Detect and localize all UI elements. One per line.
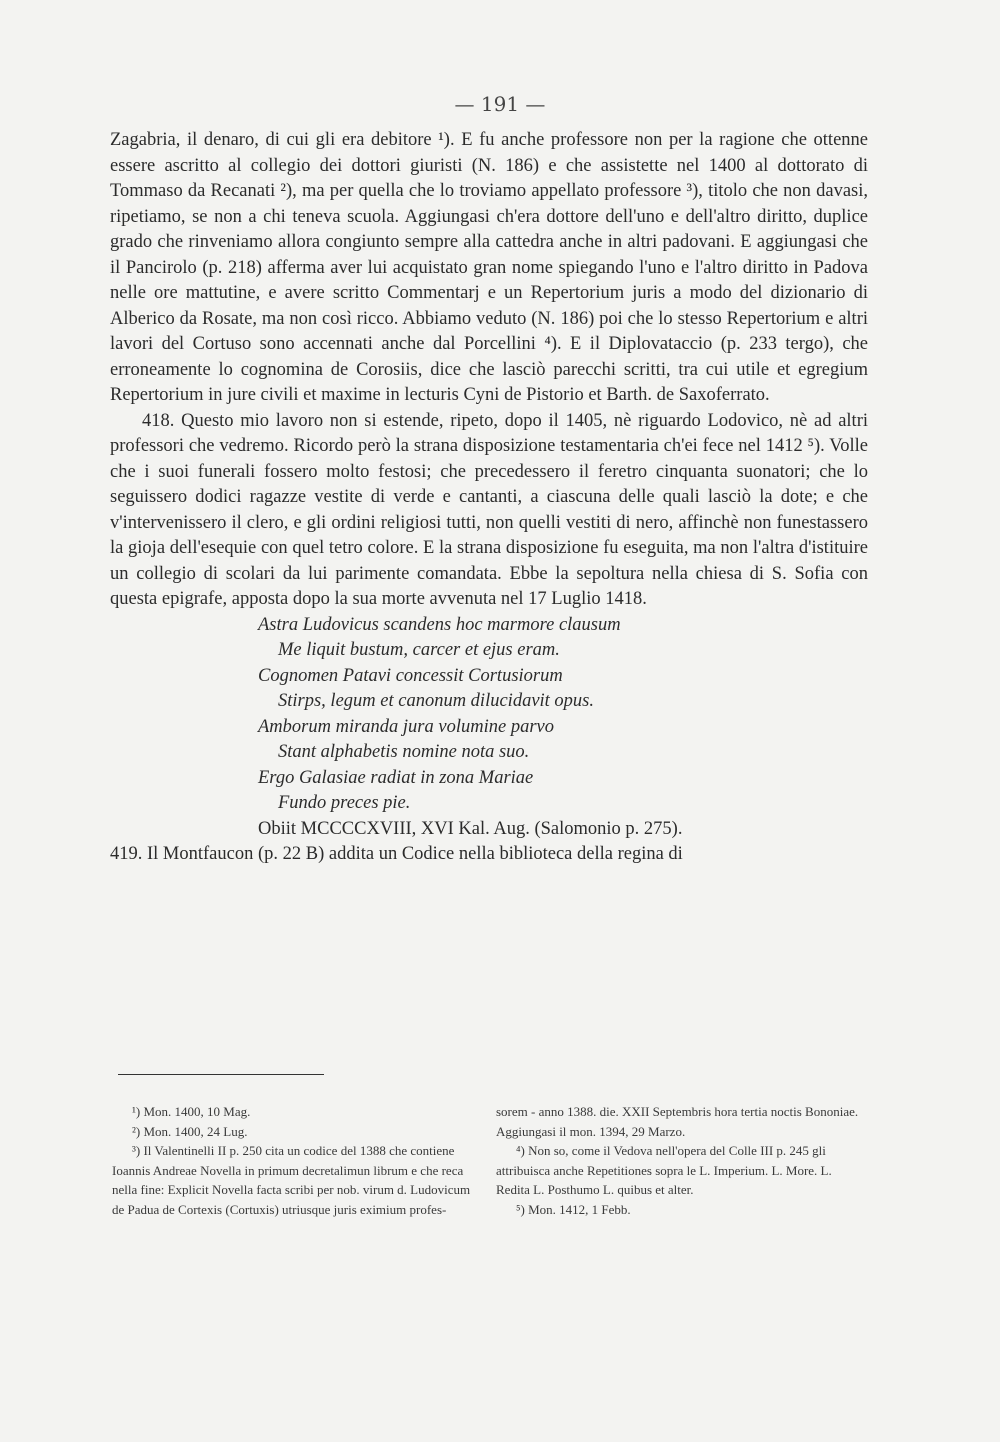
footnotes-left-column [112,1102,484,1219]
footnote-5: ⁵) Mon. 1412, 1 Febb. [516,1201,631,1217]
epitaph [110,613,868,843]
epitaph-line: Ergo Galasiae radiat in zona Mariae [258,767,534,788]
footnotes-right-column [496,1102,868,1219]
paragraph-419: 419. Il Montfaucon (p. 22 B) addita un Codice nella biblioteca della regina di [110,844,683,864]
epitaph-line: Stant alphabetis nomine nota suo. [278,742,530,762]
page-number: — 191 — [454,92,546,116]
epitaph-line: Cognomen Patavi concessit Cortusiorum [258,665,563,686]
footnote-divider [118,1074,324,1075]
footnote-4: ⁴) Non so, come il Vedova nell'opera del Colle III p. 245 gli attribuisca anche Repetitiones sopra le L. Imperium. L. More. L. Redita L. Posthumo L. quibus et alter. [496,1143,832,1197]
epitaph-line: Fundo preces pie. [278,793,411,813]
epitaph-line: Stirps, legum et canonum dilucidavit opus. [278,691,595,711]
paragraph-1: Zagabria, il denaro, di cui gli era debitore ¹). E fu anche professore non per la ragione che ottenne essere ascritto al collegio dei dottori giuristi (N. 186) e che assistette nel 1400 al dottorato di Tommaso da Recanati ²), ma per quella che lo troviamo appellato professore ³), titolo che non davasi, ripetiamo, se non a chi teneva scuola. Aggiungasi ch'era dottore dell'uno e dell'altro diritto, duplice grado che rinveniamo allora congiunto sempre alla cattedra anche in altri padovani. E aggiungasi che il Pancirolo (p. 218) afferma aver lui acquistato gran nome spiegando l'uno e l'altro diritto in Padova nelle ore mattutine, e avere scritto Commentarj e un Repertorium juris a modo del dizionario di Alberico da Rosate, ma non così ricco. Abbiamo veduto (N. 186) poi che lo stesso Repertorium e altri lavori del Cortuso sono accennati anche dal Porcellini ⁴). E il Diplovataccio (p. 233 tergo), che erroneamente lo cognomina de Corosiis, dice che lasciò parecchi scritti, tra cui utile et egregium Repertorium in jure civili et maxime in lecturis Cyni de Pistorio et Barth. de Saxoferrato. [110,130,868,405]
epitaph-close: Obiit MCCCCXVIII, XVI Kal. Aug. (Salomonio p. 275). [258,818,683,839]
epitaph-line: Astra Ludovicus scandens hoc marmore clausum [258,614,621,635]
main-text [110,128,868,868]
footnote-3: ³) Il Valentinelli II p. 250 cita un codice del 1388 che contiene Ioannis Andreae Novella in primum decretalimun librum e che reca nella fine: Explicit Novella facta scribi per nob. virum d. Ludovicum de Padua de Cortexis (Cortuxis) utriusque juris eximium profes- [112,1143,471,1217]
epitaph-line: Amborum miranda jura volumine parvo [258,716,554,737]
epitaph-line: Me liquit bustum, carcer et ejus eram. [278,640,560,660]
footnote-3-continued: sorem - anno 1388. die. XXII Septembris hora tertia noctis Bononiae. Aggiungasi il mon. 1394, 29 Marzo. [496,1104,859,1139]
footnotes [112,1102,868,1219]
footnote-2: ²) Mon. 1400, 24 Lug. [132,1123,248,1139]
footnote-1: ¹) Mon. 1400, 10 Mag. [132,1104,251,1119]
paragraph-418: 418. Questo mio lavoro non si estende, ripeto, dopo il 1405, nè riguardo Lodovico, nè ad altri professori che vedremo. Ricordo però la strana disposizione testamentaria ch'ei fece nel 1412 ⁵). Volle che i suoi funerali fossero molto festosi; che precedessero il feretro cinquanta suonatori; che lo seguissero dodici ragazze vestite di verde e cantanti, a ciascuna delle quali lasciò la dote; e che v'intervenissero il clero, e gli ordini religiosi tutti, non quelli vestiti di nero, affinchè non funestassero la gioja dell'esequie con quel tetro colore. E la strana disposizione fu eseguita, ma non l'altra d'istituire un collegio di scolari da lui parimente comandata. Ebbe la sepoltura nella chiesa di S. Sofia con questa epigrafe, apposta dopo la sua morte avvenuta nel 17 Luglio 1418. [110,410,868,609]
